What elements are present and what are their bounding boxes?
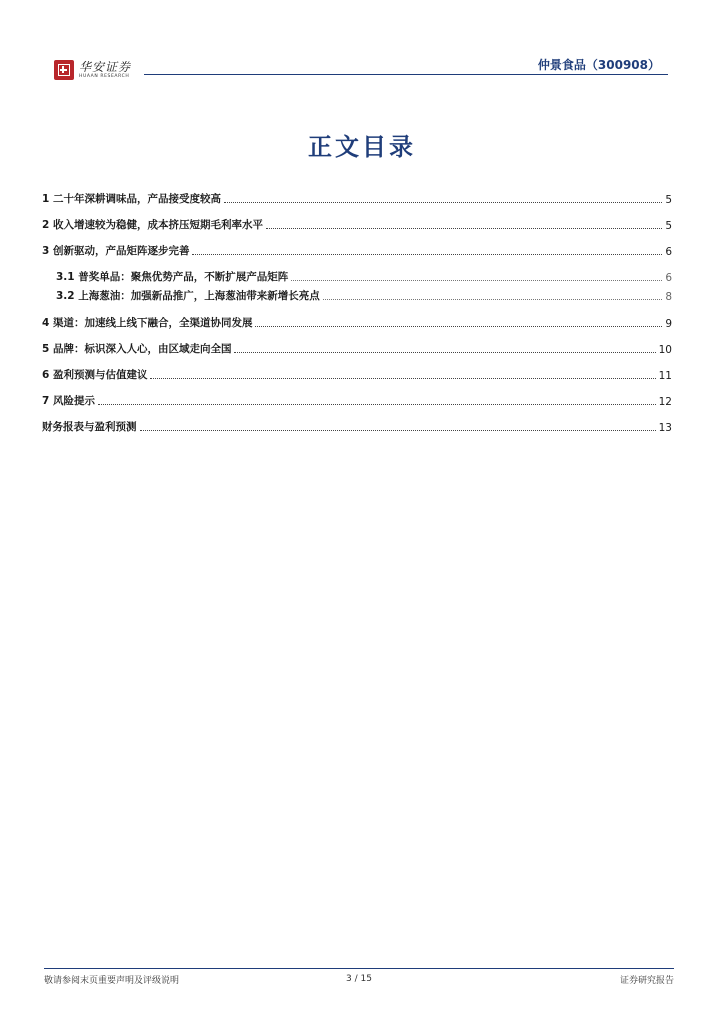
seal-icon [54, 60, 74, 80]
toc-label: 6 盈利预测与估值建议 [42, 369, 148, 381]
toc-entry[interactable] [42, 418, 672, 434]
header-divider [144, 74, 668, 75]
toc-entry[interactable] [42, 392, 672, 408]
toc-entry[interactable] [42, 216, 672, 232]
toc-label: 5 品牌：标识深入人心，由区域走向全国 [42, 343, 232, 355]
toc-leader [192, 254, 662, 255]
toc-leader [323, 299, 663, 300]
page-footer [44, 968, 674, 998]
toc-leader [291, 280, 662, 281]
toc-page: 11 [658, 370, 672, 382]
toc-page: 9 [665, 318, 672, 330]
report-type: 证券研究报告 [619, 976, 674, 986]
toc-page: 8 [665, 291, 672, 303]
toc-leader [234, 352, 655, 353]
toc-label: 3 创新驱动，产品矩阵逐步完善 [42, 245, 190, 257]
page-number: 3 / 15 [346, 974, 372, 984]
toc-page: 13 [658, 422, 672, 434]
toc-label: 3.1 普奖单品：聚焦优势产品，不断扩展产品矩阵 [56, 271, 289, 283]
toc-label: 7 风险提示 [42, 395, 95, 407]
toc-subentry[interactable] [56, 287, 672, 303]
toc-leader [98, 404, 656, 405]
company-logo [54, 60, 131, 80]
toc-entry[interactable] [42, 366, 672, 382]
toc-leader [150, 378, 655, 379]
toc-leader [224, 202, 662, 203]
toc-entry[interactable] [42, 242, 672, 258]
toc-leader [140, 430, 656, 431]
toc-page: 12 [658, 396, 672, 408]
toc-leader [266, 228, 662, 229]
toc-page: 5 [665, 194, 672, 206]
toc-label: 财务报表与盈利预测 [42, 421, 137, 433]
toc-label: 3.2 上海葱油：加强新品推广，上海葱油带来新增长亮点 [56, 290, 320, 302]
toc-entry[interactable] [42, 314, 672, 330]
page-title: 正文目录 [308, 132, 416, 161]
logo-subtitle: HUAAN RESEARCH [79, 73, 130, 79]
toc-page: 6 [665, 272, 672, 284]
page-header [48, 50, 668, 90]
toc-subentry[interactable] [56, 268, 672, 284]
stock-name: 仲景食品（300908） [537, 58, 660, 72]
toc-page: 6 [665, 246, 672, 258]
toc-label: 1 二十年深耕调味品，产品接受度较高 [42, 193, 221, 205]
toc-leader [255, 326, 662, 327]
toc-label: 2 收入增速较为稳健，成本挤压短期毛利率水平 [42, 219, 263, 231]
toc-page: 10 [658, 344, 672, 356]
footer-divider [44, 968, 674, 969]
toc-label: 4 渠道：加速线上线下融合，全渠道协同发展 [42, 317, 253, 329]
toc-entry[interactable] [42, 340, 672, 356]
logo-name: 华安证券 [79, 59, 132, 74]
toc-entry[interactable] [42, 190, 672, 206]
toc-page: 5 [665, 220, 672, 232]
disclaimer-note: 敬请参阅末页重要声明及评级说明 [44, 976, 180, 986]
